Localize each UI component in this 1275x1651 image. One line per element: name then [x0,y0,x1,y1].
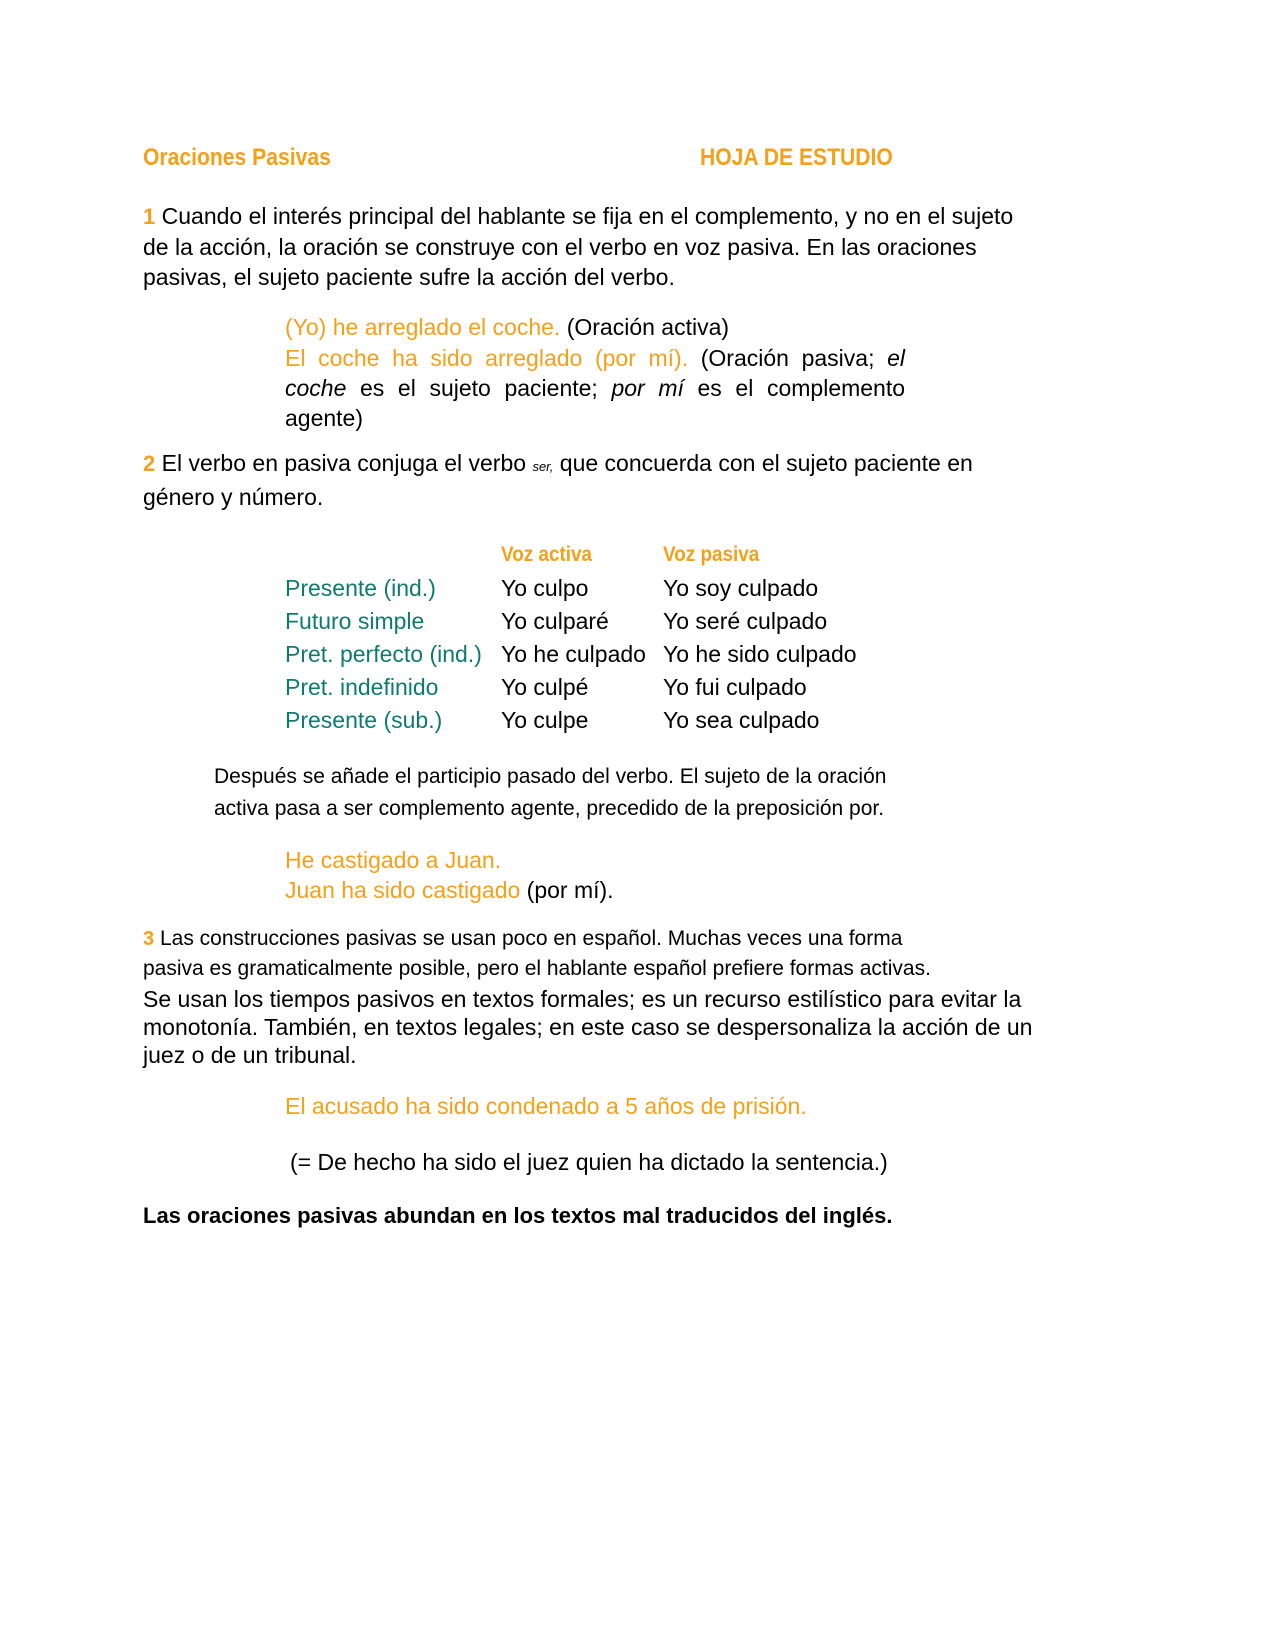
table-row-tense: Presente (ind.) [285,575,436,601]
section2-number: 2 [143,451,156,476]
page-title: Oraciones Pasivas [143,144,331,171]
section1-line-1 [143,201,1013,232]
table-row-active: Yo he culpado [501,641,646,667]
example-active-sentence [285,312,729,343]
table-row-tense: Pret. perfecto (ind.) [285,641,482,667]
example-passive-note-start: (Oración pasiva; [700,345,875,371]
example-passive-text: El coche ha sido arreglado (por mí). [285,345,689,371]
example2-passive-text: Juan ha sido castigado [285,877,521,903]
example2-active: He castigado a Juan. [285,847,502,873]
example2-passive-agent: (por mí). [526,877,614,903]
section3-line-5: juez o de un tribunal. [143,1042,357,1068]
table-row-passive: Yo soy culpado [663,575,819,601]
section3-line-1 [143,927,902,951]
table-row-active: Yo culpo [501,575,589,601]
section2-text-after: que concuerda con el sujeto paciente en [559,450,973,476]
table-row-tense: Futuro simple [285,608,425,634]
section1-line-3: pasivas, el sujeto paciente sufre la acción del verbo. [143,264,675,290]
table-row-tense: Presente (sub.) [285,707,443,733]
example-active-text: (Yo) he arreglado el coche. [285,314,561,340]
agent-text: es el complemento agente) [285,375,906,431]
section3-line-2: pasiva es gramaticalmente posible, pero el hablante español prefiere formas activas. [143,957,931,980]
table-row-active: Yo culpe [501,707,589,733]
table-row-passive: Yo seré culpado [663,608,828,634]
example3-sentence: El acusado ha sido condenado a 5 años de prisión. [285,1093,807,1119]
example-active-note: (Oración activa) [566,314,730,340]
participle-note-line-1: Después se añade el participio pasado del verbo. El sujeto de la oración [214,765,887,788]
table-header-active: Voz activa [501,543,593,566]
example3-explanation: (= De hecho ha sido el juez quien ha dictado la sentencia.) [290,1149,888,1175]
section3-text-1: Las construcciones pasivas se usan poco en español. Muchas veces una forma [159,927,903,950]
table-row-tense: Pret. indefinido [285,674,439,700]
section2-line-1 [143,448,973,482]
section1-line-2: de la acción, la oración se construye con el verbo en voz pasiva. En las oraciones [143,234,977,260]
section3-number: 3 [143,928,155,950]
table-header-passive: Voz pasiva [663,543,760,566]
participle-note-line-2: activa pasa a ser complemento agente, precedido de la preposición por. [214,797,885,820]
table-row-passive: Yo he sido culpado [663,641,857,667]
example-passive-block [285,343,905,433]
section3-line-4: monotonía. También, en textos legales; en este caso se despersonaliza la acción de un [143,1014,1033,1040]
example2-passive [285,875,614,906]
table-row-active: Yo culpé [501,674,589,700]
study-sheet-label: HOJA DE ESTUDIO [700,144,893,171]
section1-number: 1 [143,204,156,229]
table-row-active: Yo culparé [501,608,609,634]
subject-text: es el sujeto paciente; [360,375,598,401]
section2-text-before: El verbo en pasiva conjuga el verbo [161,450,527,476]
table-row-passive: Yo fui culpado [663,674,807,700]
conclusion-statement: Las oraciones pasivas abundan en los textos mal traducidos del inglés. [143,1203,893,1228]
agent-term: por mí [611,375,684,401]
section3-line-3: Se usan los tiempos pasivos en textos formales; es un recurso estilístico para evitar la [143,986,1022,1012]
section2-verb: ser, [532,459,554,474]
subject-term: el coche [285,345,906,401]
section1-text-1: Cuando el interés principal del hablante se fija en el complemento, y no en el sujeto [161,203,1014,229]
table-row-passive: Yo sea culpado [663,707,820,733]
section2-line-2: género y número. [143,484,324,510]
